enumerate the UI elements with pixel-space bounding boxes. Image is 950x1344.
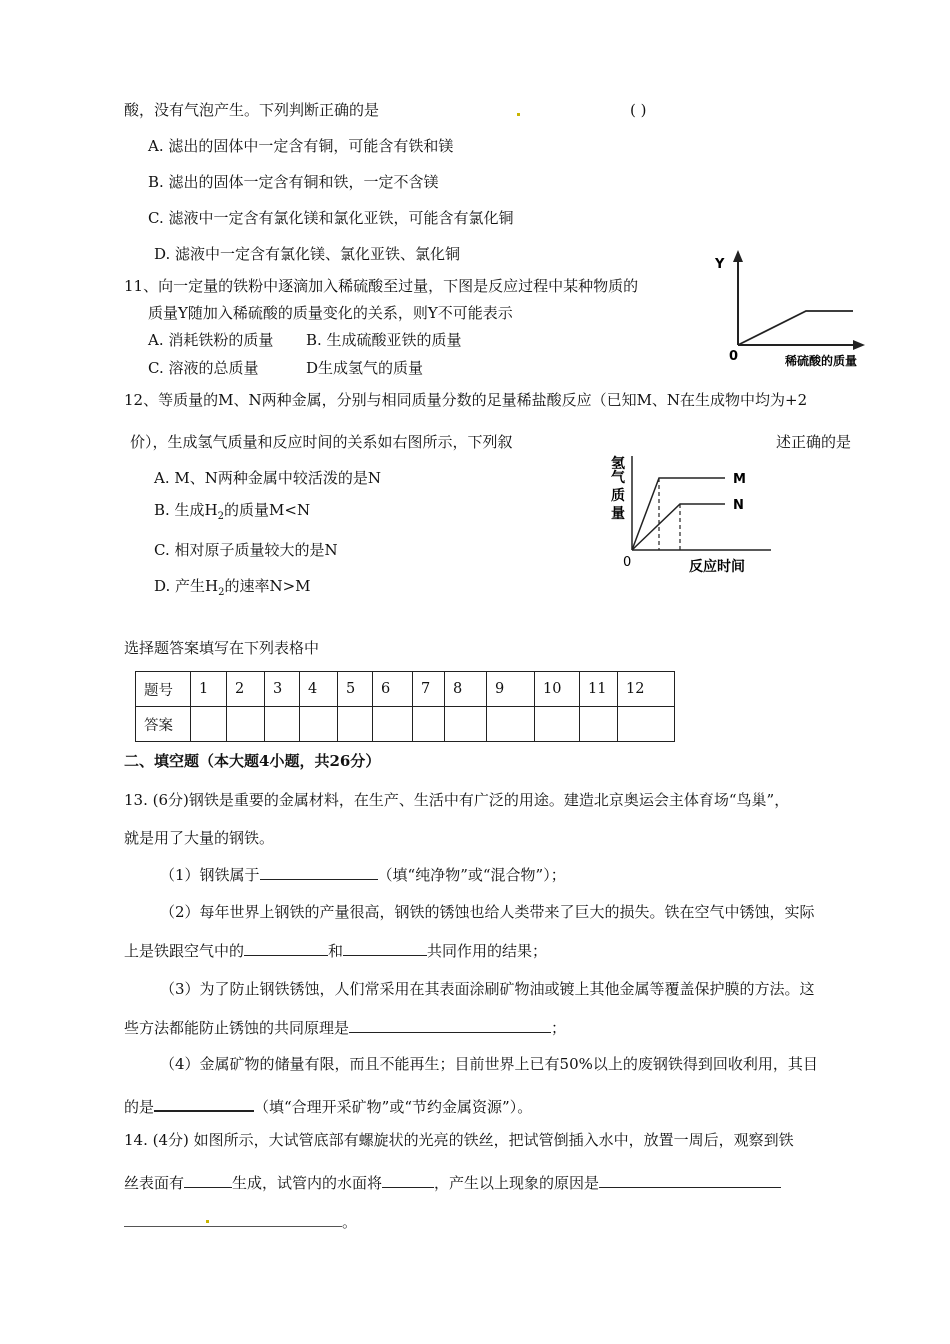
q14-stem-line3: 。	[124, 1211, 357, 1232]
answer-table-number: 11	[580, 672, 618, 707]
q13-stem-line1: 13. (6分)钢铁是重要的金属材料，在生产、生活中有广泛的用途。建造北京奥运会主体育场“鸟巢”，	[124, 791, 790, 809]
q13-blank-3[interactable]	[349, 1017, 551, 1033]
q12-origin: 0	[623, 555, 632, 570]
q12-line-m	[632, 478, 725, 550]
q11-curve	[738, 311, 853, 345]
answer-cell[interactable]	[265, 707, 300, 742]
section2-title: 二、填空题（本大题4小题，共26分）	[124, 752, 381, 770]
q14-blank-3[interactable]	[599, 1172, 781, 1188]
q14-blank-1[interactable]	[184, 1172, 232, 1188]
answer-table-number: 4	[300, 672, 338, 707]
answer-table	[135, 671, 675, 742]
answer-table-answer-row	[136, 707, 675, 742]
q13-part4-line2: 的是 （填“合理开采矿物”或“节约金属资源”）。	[124, 1095, 532, 1117]
q13-part4-line1: （4）金属矿物的储量有限，而且不能再生；目前世界上已有50%以上的废钢铁得到回收利用，其目	[160, 1055, 818, 1073]
q12-y-label-3: 质	[611, 488, 625, 504]
q13-part1: （1）钢铁属于 （填“纯净物”或“混合物”）；	[160, 866, 566, 884]
q12-graph	[605, 446, 780, 576]
q11-graph	[705, 248, 875, 373]
answer-table-number: 12	[618, 672, 675, 707]
q10-stem: 酸，没有气泡产生。下列判断正确的是	[124, 101, 380, 119]
answer-table-number: 10	[535, 672, 580, 707]
q12-stem-line1: 12、等质量的M、N两种金属，分别与相同质量分数的足量稀盐酸反应（已知M、N在生成物中均为+2	[124, 391, 808, 409]
q11-option-d: D生成氢气的质量	[306, 359, 424, 377]
decorative-dot	[517, 113, 520, 116]
q12-series-n-label: N	[733, 498, 744, 513]
answer-table-header-label: 题号	[136, 672, 191, 707]
q13-blank-4[interactable]	[154, 1095, 254, 1112]
q13-blank-2b[interactable]	[343, 940, 427, 956]
answer-table-row-label: 答案	[136, 707, 191, 742]
answer-table-number: 1	[191, 672, 227, 707]
q10-option-c: C. 滤液中一定含有氯化镁和氯化亚铁，可能含有氯化铜	[148, 209, 514, 227]
q14-blank-4[interactable]	[124, 1211, 342, 1227]
answer-cell[interactable]	[338, 707, 373, 742]
answer-table-header-row	[136, 672, 675, 707]
q11-stem-line2: 质量Y随加入稀硫酸的质量变化的关系，则Y不可能表示	[148, 304, 513, 322]
q12-series-m-label: M	[733, 472, 746, 487]
answer-table-number: 7	[413, 672, 445, 707]
q12-option-a: A. M、N两种金属中较活泼的是N	[154, 469, 381, 487]
answer-table-number: 6	[373, 672, 413, 707]
answer-cell[interactable]	[373, 707, 413, 742]
answer-cell[interactable]	[227, 707, 265, 742]
q12-y-label-2: 气	[611, 470, 625, 486]
q11-option-b: B. 生成硫酸亚铁的质量	[306, 331, 462, 349]
answer-table-caption: 选择题答案填写在下列表格中	[124, 639, 320, 657]
answer-cell[interactable]	[535, 707, 580, 742]
answer-cell[interactable]	[413, 707, 445, 742]
answer-table-number: 9	[487, 672, 535, 707]
answer-table-number: 2	[227, 672, 265, 707]
answer-cell[interactable]	[300, 707, 338, 742]
answer-table-number: 8	[445, 672, 487, 707]
answer-table-number: 5	[338, 672, 373, 707]
q11-x-label: 稀硫酸的质量	[785, 354, 858, 368]
decorative-dot	[206, 1220, 209, 1223]
q10-option-d: D. 滤液中一定含有氯化镁、氯化亚铁、氯化铜	[154, 245, 461, 263]
answer-cell[interactable]	[618, 707, 675, 742]
q12-y-label-4: 量	[611, 506, 625, 522]
q11-y-label: Y	[715, 257, 725, 272]
q11-origin: 0	[729, 349, 739, 364]
q13-blank-2a[interactable]	[244, 940, 328, 956]
q13-part2-line1: （2）每年世界上钢铁的产量很高，钢铁的锈蚀也给人类带来了巨大的损失。铁在空气中锈蚀，实际	[160, 903, 815, 921]
q12-y-label-1: 氢	[611, 456, 625, 472]
q13-part3-line2: 些方法都能防止锈蚀的共同原理是 ；	[124, 1019, 567, 1037]
q10-answer-bracket: ( )	[630, 101, 647, 119]
answer-table-number: 3	[265, 672, 300, 707]
q12-x-label: 反应时间	[689, 559, 745, 575]
q12-stem-line2a: 价），生成氢气质量和反应时间的关系如右图所示，下列叙	[130, 433, 513, 451]
answer-cell[interactable]	[445, 707, 487, 742]
q13-part2-line2: 上是铁跟空气中的 和 共同作用的结果；	[124, 942, 548, 960]
answer-cell[interactable]	[580, 707, 618, 742]
q11-option-c: C. 溶液的总质量	[148, 359, 259, 377]
q12-option-b: B. 生成$H_2$的质量M<N	[154, 501, 311, 522]
q11-y-arrow	[733, 250, 743, 262]
q12-option-c: C. 相对原子质量较大的是N	[154, 541, 338, 559]
q12-option-d: D. 产生$H_2$的速率N>M	[154, 577, 311, 598]
q14-stem-line2: 丝表面有 生成，试管内的水面将 ，产生以上现象的原因是	[124, 1172, 781, 1193]
q13-stem-line2: 就是用了大量的钢铁。	[124, 829, 275, 847]
answer-cell[interactable]	[191, 707, 227, 742]
q13-blank-1[interactable]	[260, 864, 378, 880]
q10-option-b: B. 滤出的固体一定含有铜和铁，一定不含镁	[148, 173, 439, 191]
q11-option-a: A. 消耗铁粉的质量	[148, 331, 274, 349]
q11-stem-line1: 11、向一定量的铁粉中逐滴加入稀硫酸至过量，下图是反应过程中某种物质的	[124, 277, 639, 295]
q12-stem-line2b: 述正确的是	[776, 433, 852, 451]
q11-x-arrow	[853, 340, 865, 350]
answer-cell[interactable]	[487, 707, 535, 742]
q13-part3-line1: （3）为了防止钢铁锈蚀，人们常采用在其表面涂刷矿物油或镀上其他金属等覆盖保护膜的方法。这	[160, 980, 815, 998]
q14-stem-line1: 14. (4分) 如图所示，大试管底部有螺旋状的光亮的铁丝，把试管倒插入水中，放置一周后，观察到铁	[124, 1131, 794, 1149]
q14-blank-2[interactable]	[382, 1172, 434, 1188]
q10-option-a: A. 滤出的固体中一定含有铜，可能含有铁和镁	[148, 137, 454, 155]
